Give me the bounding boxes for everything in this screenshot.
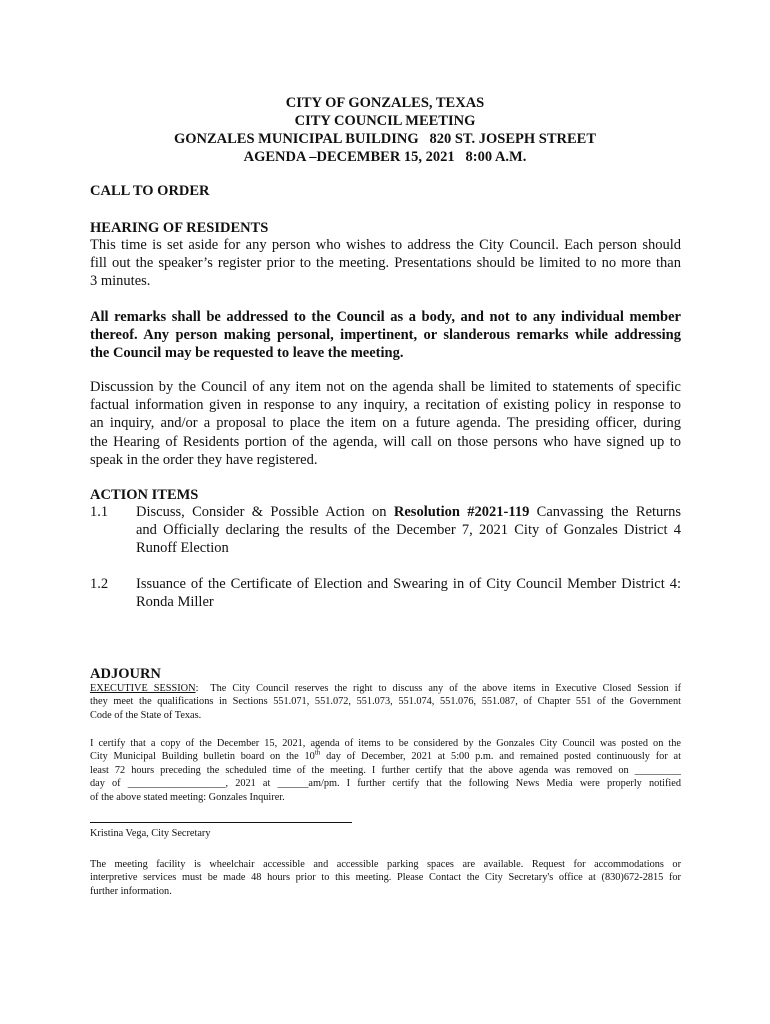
item-text — [136, 575, 681, 611]
discussion-paragraph — [90, 378, 681, 469]
accessibility-note — [90, 858, 681, 898]
certify-line — [90, 750, 681, 763]
hearing-heading: HEARING OF RESIDENTS — [90, 220, 269, 236]
executive-line — [90, 682, 681, 695]
remarks-line: All remarks shall be addressed to the Council as a body, and not to any individual member — [90, 309, 681, 325]
city-title: CITY OF GONZALES, TEXAS — [285, 95, 485, 111]
hearing-line: fill out the speaker’s register prior to the meeting. Presentations should be limited to no more than — [90, 255, 681, 272]
certify-text-pre: City Municipal Building bulletin board on the 10 — [90, 751, 315, 763]
accessibility-line: The meeting facility is wheelchair accessible and accessible parking spaces are available. Request for accommodations or — [90, 859, 681, 870]
item-text-pre: Discuss, Consider & Possible Action on — [136, 504, 394, 520]
remarks-paragraph — [90, 308, 681, 363]
adjourn-heading: ADJOURN — [90, 666, 161, 682]
hearing-paragraph — [90, 236, 681, 291]
agenda-header — [0, 94, 770, 166]
item-line: Ronda Miller — [136, 594, 214, 611]
item-line: Runoff Election — [136, 540, 229, 557]
item-line: and Officially declaring the results of the December 7, 2021 City of Gonzales District 4 — [136, 522, 681, 539]
discussion-line: the Hearing of Residents portion of the agenda, will call on those persons who have signed up to — [90, 433, 681, 450]
certify-text-post: day of December, 2021 at 5:00 p.m. and remained posted continuously for at — [320, 751, 681, 763]
discussion-line: an inquiry, and/or a proposal to place the item on a future agenda. The presiding officer, during — [90, 415, 681, 432]
item-text — [136, 503, 681, 558]
executive-session-label: EXECUTIVE SESSION — [90, 683, 196, 694]
remarks-line: thereof. Any person making personal, impertinent, or slanderous remarks while addressing — [90, 327, 681, 344]
hearing-line: 3 minutes. — [90, 273, 151, 290]
item-line — [136, 503, 681, 521]
secretary-name: Kristina Vega, City Secretary — [90, 828, 211, 839]
certify-line: day of ___________________, 2021 at ______am/pm. I further certify that the following News Media were properly notified — [90, 778, 681, 790]
item-text-post: Canvassing the Returns — [529, 504, 682, 520]
meeting-location: GONZALES MUNICIPAL BUILDING 820 ST. JOSEPH STREET — [173, 131, 597, 147]
executive-line: they meet the qualifications in Sections 551.071, 551.072, 551.073, 551.074, 551.076, 551.087, of Chapter 551 of the Government — [90, 696, 681, 708]
executive-session-note — [90, 682, 681, 722]
certify-line: I certify that a copy of the December 15, 2021, agenda of items to be considered by the Gonzales City Council was posted on the — [90, 738, 681, 749]
certification-note — [90, 737, 681, 804]
executive-text: : The City Council reserves the right to discuss any of the above items in Executive Closed Session if — [195, 683, 681, 694]
certify-ordinal: th — [314, 748, 321, 757]
discussion-line: factual information given in response to any inquiry, a recitation of existing policy in response to — [90, 397, 681, 414]
action-item — [90, 575, 681, 613]
action-item — [90, 503, 681, 559]
signature-block — [90, 827, 681, 840]
accessibility-line: interpretive services must be made 48 hours prior to this meeting. Please Contact the City Secretary's office at (830)672-2815 for — [90, 872, 681, 884]
call-to-order-heading: CALL TO ORDER — [90, 183, 210, 199]
resolution-number: Resolution #2021-119 — [393, 504, 530, 520]
accessibility-line: further information. — [90, 885, 172, 897]
action-items-heading: ACTION ITEMS — [90, 487, 199, 503]
meeting-title: CITY COUNCIL MEETING — [294, 113, 476, 129]
remarks-line: the Council may be requested to leave the meeting. — [90, 345, 404, 362]
certify-line: least 72 hours preceding the scheduled time of the meeting. I further certify that the above agenda was removed on _________ — [90, 764, 681, 776]
discussion-line: speak in the order they have registered. — [90, 451, 318, 468]
signature-line — [90, 822, 352, 823]
meeting-date: AGENDA –DECEMBER 15, 2021 8:00 A.M. — [243, 149, 527, 165]
executive-line: Code of the State of Texas. — [90, 709, 202, 721]
discussion-line: Discussion by the Council of any item not on the agenda shall be limited to statements of specific — [90, 379, 681, 395]
item-number: 1.2 — [90, 576, 109, 592]
certify-line: of the above stated meeting: Gonzales Inquirer. — [90, 791, 285, 803]
item-line: Issuance of the Certificate of Election and Swearing in of City Council Member District 4: — [136, 576, 681, 592]
item-number: 1.1 — [90, 504, 109, 520]
hearing-line: This time is set aside for any person who wishes to address the City Council. Each person should — [90, 237, 681, 253]
